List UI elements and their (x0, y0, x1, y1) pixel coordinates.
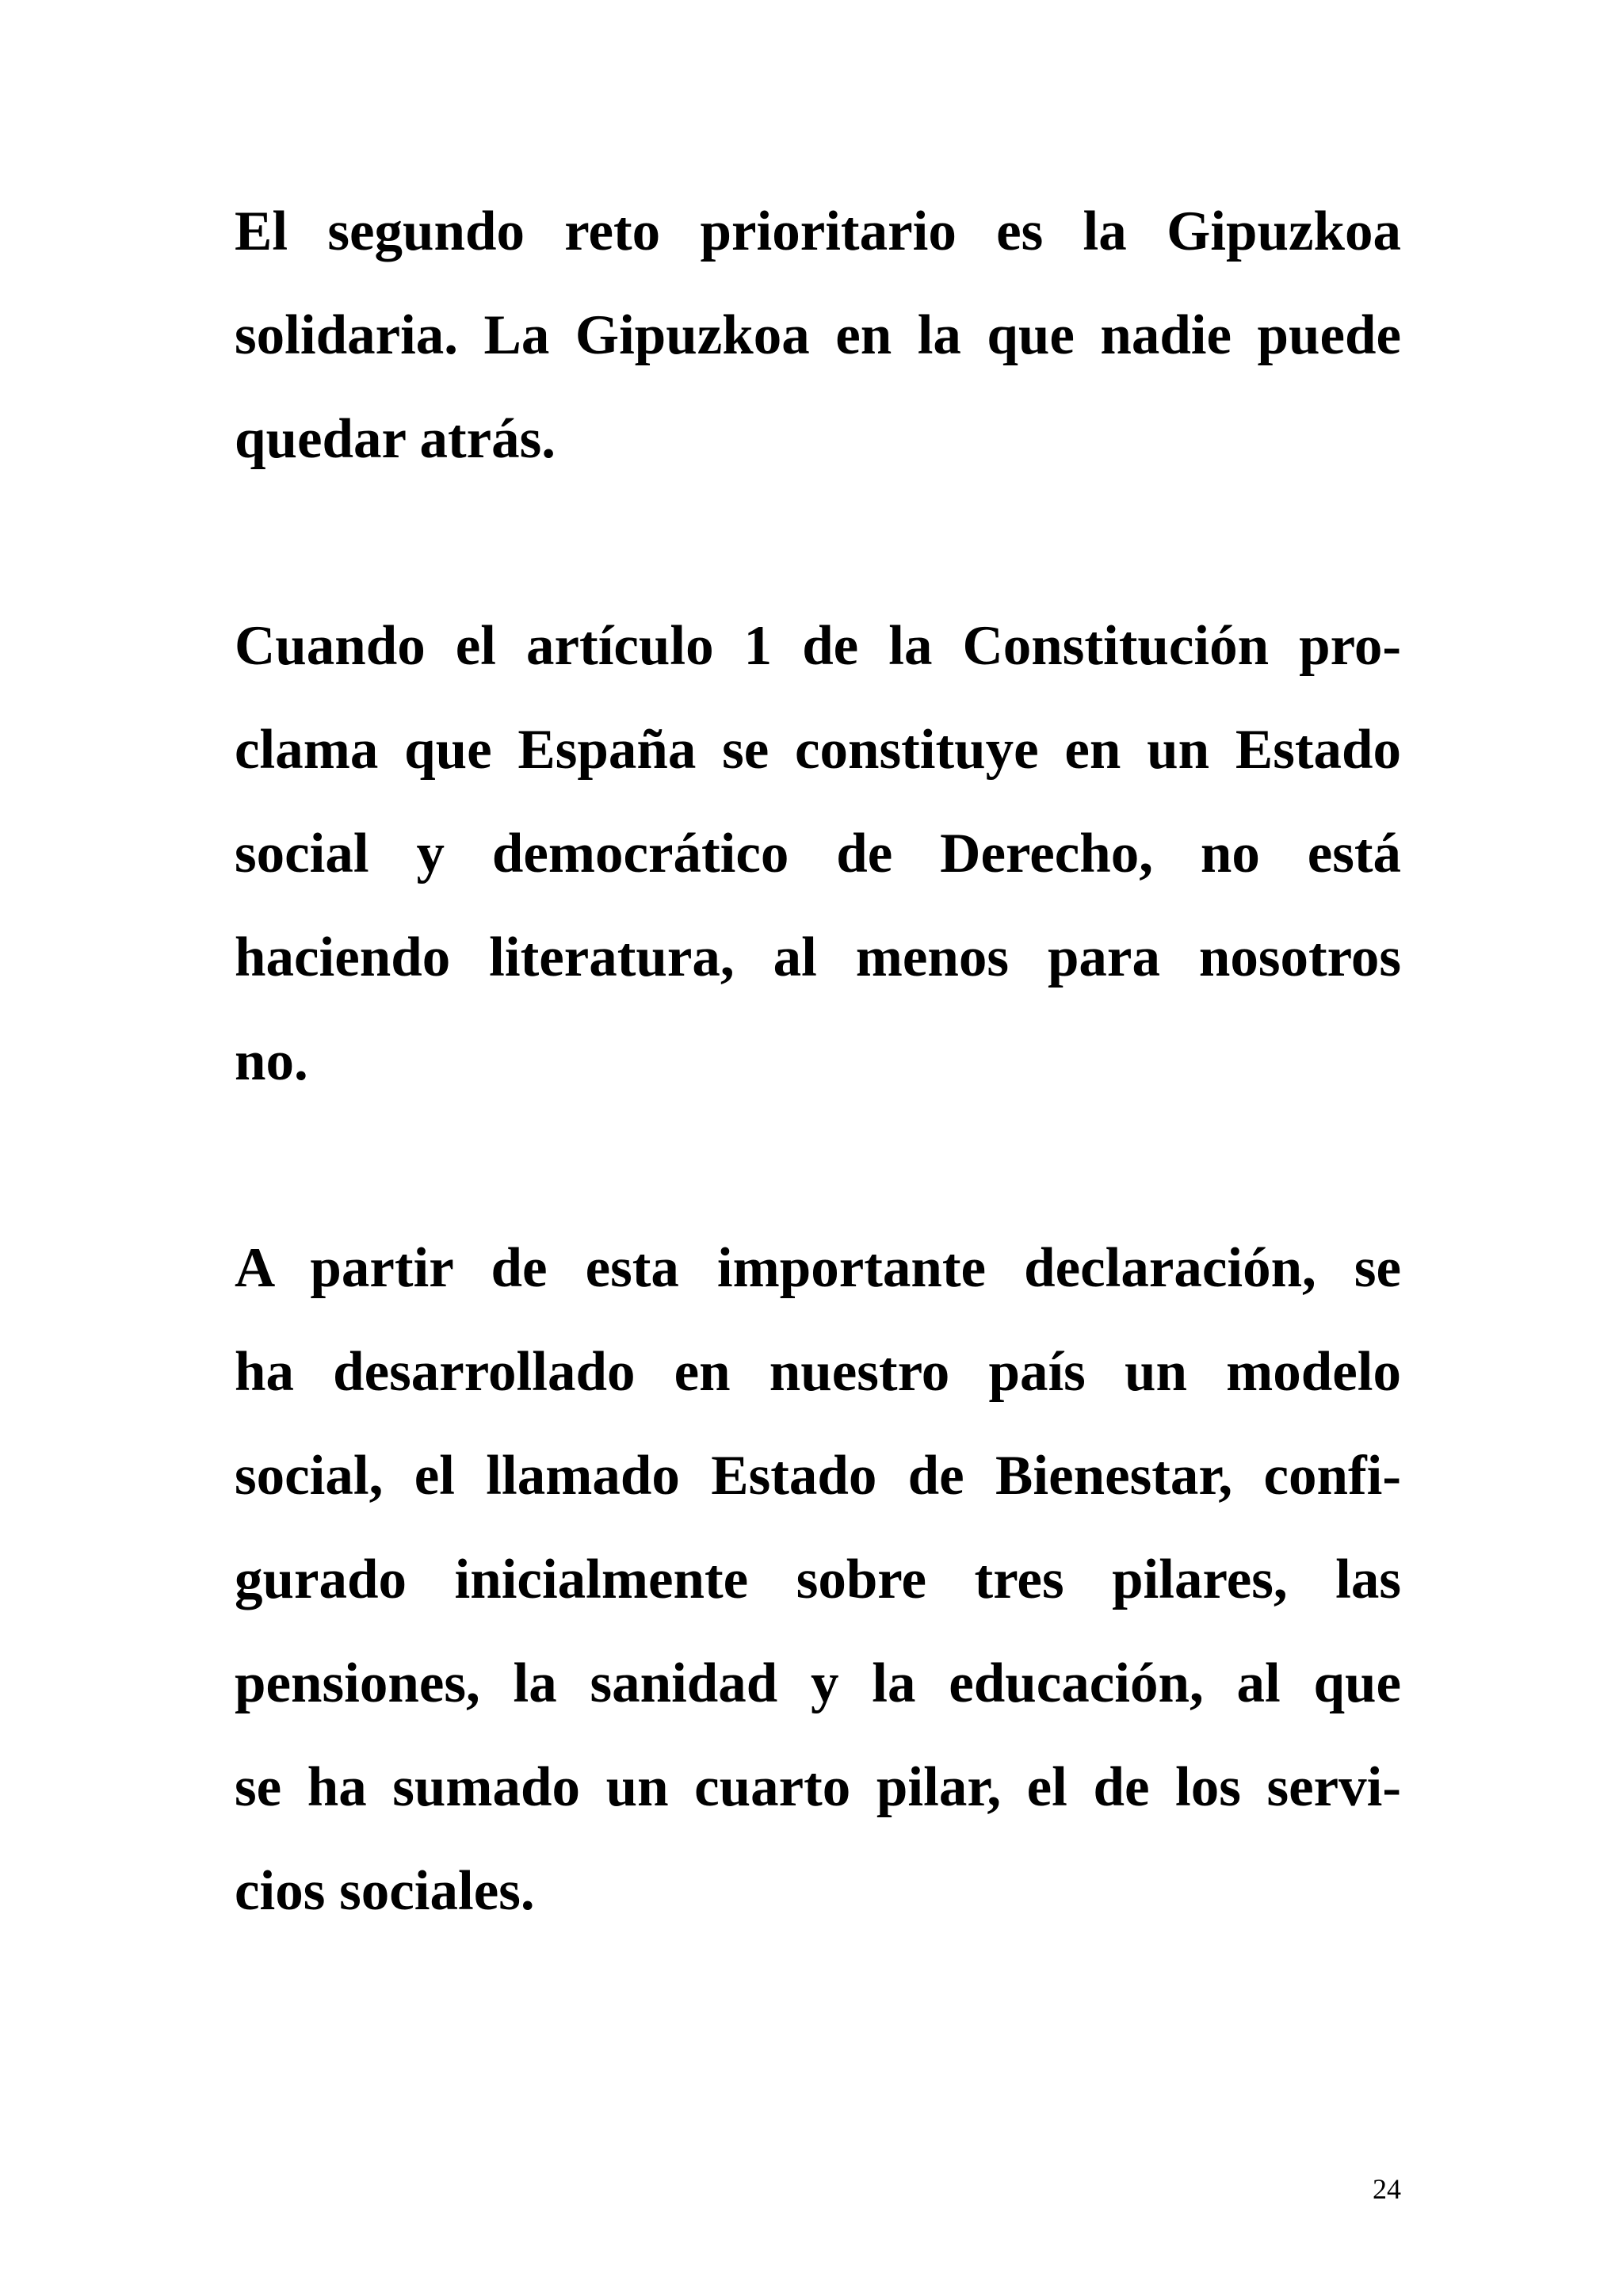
paragraph-line: gurado inicialmente sobre tres pilares, las (235, 1549, 1401, 1610)
paragraph-3 (235, 1217, 1401, 1943)
paragraph-line: haciendo literatura, al menos para nosotros (235, 926, 1401, 988)
paragraph-line: social y democrático de Derecho, no está (235, 823, 1401, 884)
paragraph-line: social, el llamado Estado de Bienestar, confi- (235, 1445, 1401, 1507)
paragraph-1 (235, 180, 1401, 491)
paragraph-line: Cuando el artículo 1 de la Constitución pro- (235, 615, 1401, 677)
page-number: 24 (1373, 2173, 1401, 2205)
paragraph-line: cios sociales. (235, 1860, 535, 1922)
paragraph-line: pensiones, la sanidad y la educación, al que (235, 1652, 1401, 1714)
paragraph-line: no. (235, 1030, 308, 1092)
paragraph-2 (235, 594, 1401, 1114)
paragraph-line: se ha sumado un cuarto pilar, el de los servi- (235, 1756, 1401, 1818)
paragraph-line: ha desarrollado en nuestro país un modelo (235, 1341, 1401, 1403)
paragraph-line: A partir de esta importante declaración, se (235, 1237, 1401, 1299)
paragraph-line: clama que España se constituye en un Estado (235, 719, 1401, 781)
paragraph-line: quedar atrás. (235, 408, 556, 470)
paragraph-line: El segundo reto prioritario es la Gipuzkoa (235, 201, 1401, 262)
paragraph-line: solidaria. La Gipuzkoa en la que nadie puede (235, 304, 1401, 366)
